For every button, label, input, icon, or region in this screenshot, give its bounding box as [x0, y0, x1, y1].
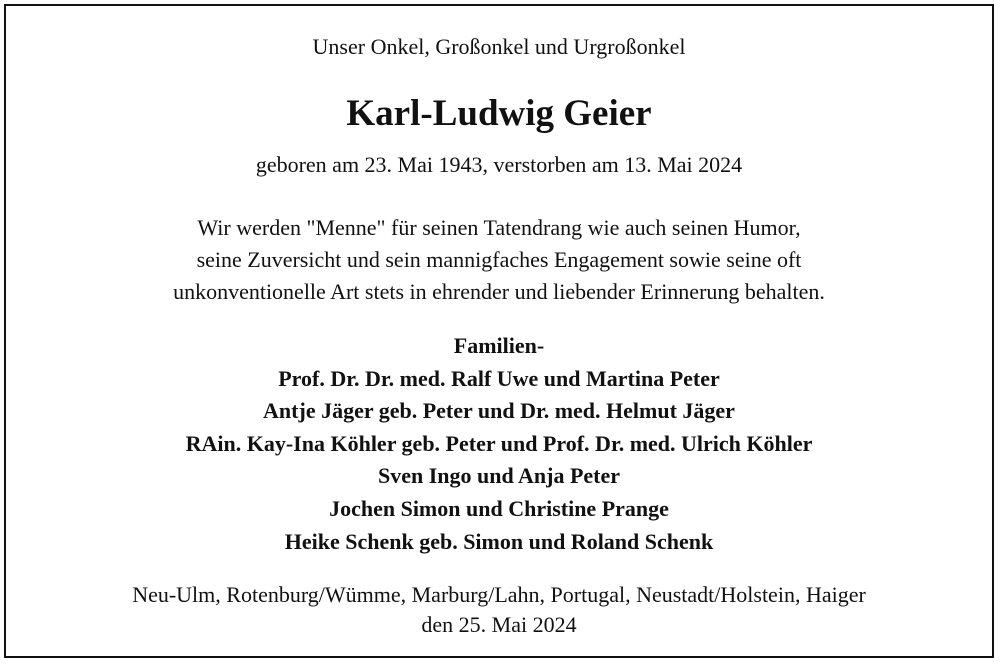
family-entry: Heike Schenk geb. Simon und Roland Schenk — [284, 528, 714, 554]
tribute-text — [6, 212, 992, 308]
family-entry: RAin. Kay-Ina Köhler geb. Peter und Prof. Dr. med. Ulrich Köhler — [185, 430, 813, 456]
tribute-line: Wir werden "Menne" für seinen Tatendrang wie auch seinen Humor, — [197, 215, 801, 240]
places-line: Neu-Ulm, Rotenburg/Wümme, Marburg/Lahn, Portugal, Neustadt/Holstein, Haiger — [132, 582, 866, 607]
notice-footer — [6, 580, 992, 640]
notice-date: den 25. Mai 2024 — [421, 612, 577, 637]
family-entry: Jochen Simon und Christine Prange — [329, 495, 669, 521]
family-entry: Prof. Dr. Dr. med. Ralf Uwe und Martina Peter — [278, 365, 720, 391]
life-dates: geboren am 23. Mai 1943, verstorben am 13. Mai 2024 — [255, 152, 743, 177]
family-entry: Sven Ingo und Anja Peter — [377, 463, 621, 489]
tribute-line: unkonventionelle Art stets in ehrender und liebender Erinnerung behalten. — [173, 279, 825, 304]
intro-line: Unser Onkel, Großonkel und Urgroßonkel — [312, 34, 686, 59]
family-entry: Antje Jäger geb. Peter und Dr. med. Helmut Jäger — [263, 398, 735, 424]
families-heading: Familien- — [453, 333, 545, 358]
families-list — [6, 330, 992, 558]
obituary-notice — [4, 4, 994, 658]
tribute-line: seine Zuversicht und sein mannigfaches Engagement sowie seine oft — [196, 247, 802, 272]
deceased-name: Karl-Ludwig Geier — [346, 93, 652, 134]
